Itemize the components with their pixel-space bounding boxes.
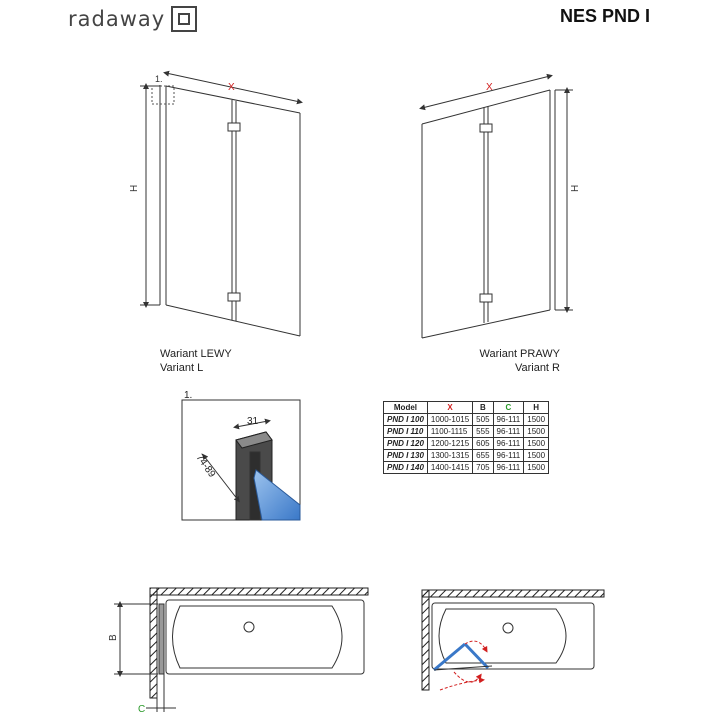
model-title: NES PND I bbox=[559, 6, 650, 26]
left-h-label: H bbox=[129, 184, 140, 192]
h-cell: 1500 bbox=[524, 450, 549, 462]
model-cell: PND I 110 bbox=[384, 426, 428, 438]
c-label: C bbox=[138, 704, 146, 715]
spec-table bbox=[383, 401, 549, 474]
right-x-label: X bbox=[486, 82, 493, 93]
c-cell: 96-111 bbox=[493, 426, 524, 438]
right-variant-label bbox=[440, 347, 560, 375]
model-cell: PND I 130 bbox=[384, 450, 428, 462]
detail-width: 31 bbox=[247, 416, 259, 427]
b-cell: 505 bbox=[473, 414, 493, 426]
h-cell: 1500 bbox=[524, 414, 549, 426]
logo-text: radaway bbox=[68, 7, 166, 31]
x-cell: 1400-1415 bbox=[427, 462, 472, 474]
detail-label: 1. bbox=[184, 390, 193, 401]
c-cell: 96-111 bbox=[493, 438, 524, 450]
spec-header-row bbox=[384, 402, 549, 414]
b-cell: 605 bbox=[473, 438, 493, 450]
h-cell: 1500 bbox=[524, 438, 549, 450]
x-cell: 1200-1215 bbox=[427, 438, 472, 450]
h-cell: 1500 bbox=[524, 426, 549, 438]
right-h-label: H bbox=[570, 184, 581, 192]
table-row bbox=[384, 426, 549, 438]
right-variant-drawing bbox=[422, 76, 573, 338]
b-cell: 705 bbox=[473, 462, 493, 474]
table-row bbox=[384, 462, 549, 474]
table-row bbox=[384, 438, 549, 450]
model-cell: PND I 140 bbox=[384, 462, 428, 474]
left-variant-drawing bbox=[140, 73, 300, 336]
detail-range: 74-89 bbox=[193, 452, 218, 480]
b-cell: 555 bbox=[473, 426, 493, 438]
c-cell: 96-111 bbox=[493, 414, 524, 426]
table-row bbox=[384, 414, 549, 426]
right-variant-line1: Wariant PRAWY bbox=[479, 348, 560, 360]
x-cell: 1100-1115 bbox=[427, 426, 472, 438]
left-x-label: X bbox=[228, 82, 235, 93]
b-cell: 655 bbox=[473, 450, 493, 462]
x-cell: 1300-1315 bbox=[427, 450, 472, 462]
c-cell: 96-111 bbox=[493, 462, 524, 474]
b-label: B bbox=[108, 634, 119, 641]
header-x: X bbox=[427, 402, 472, 414]
x-cell: 1000-1015 bbox=[427, 414, 472, 426]
header-c: C bbox=[493, 402, 524, 414]
h-cell: 1500 bbox=[524, 462, 549, 474]
left-variant-label bbox=[160, 347, 232, 375]
callout-number: 1. bbox=[155, 74, 163, 84]
left-variant-line1: Wariant LEWY bbox=[160, 348, 232, 360]
left-variant-line2: Variant L bbox=[160, 362, 204, 374]
header-b: B bbox=[473, 402, 493, 414]
c-cell: 96-111 bbox=[493, 450, 524, 462]
header-model: Model bbox=[384, 402, 428, 414]
model-cell: PND I 120 bbox=[384, 438, 428, 450]
model-cell: PND I 100 bbox=[384, 414, 428, 426]
plan-view-right bbox=[422, 590, 604, 690]
header-h: H bbox=[524, 402, 549, 414]
plan-view-left bbox=[114, 588, 368, 712]
right-variant-line2: Variant R bbox=[514, 362, 560, 374]
table-row bbox=[384, 450, 549, 462]
